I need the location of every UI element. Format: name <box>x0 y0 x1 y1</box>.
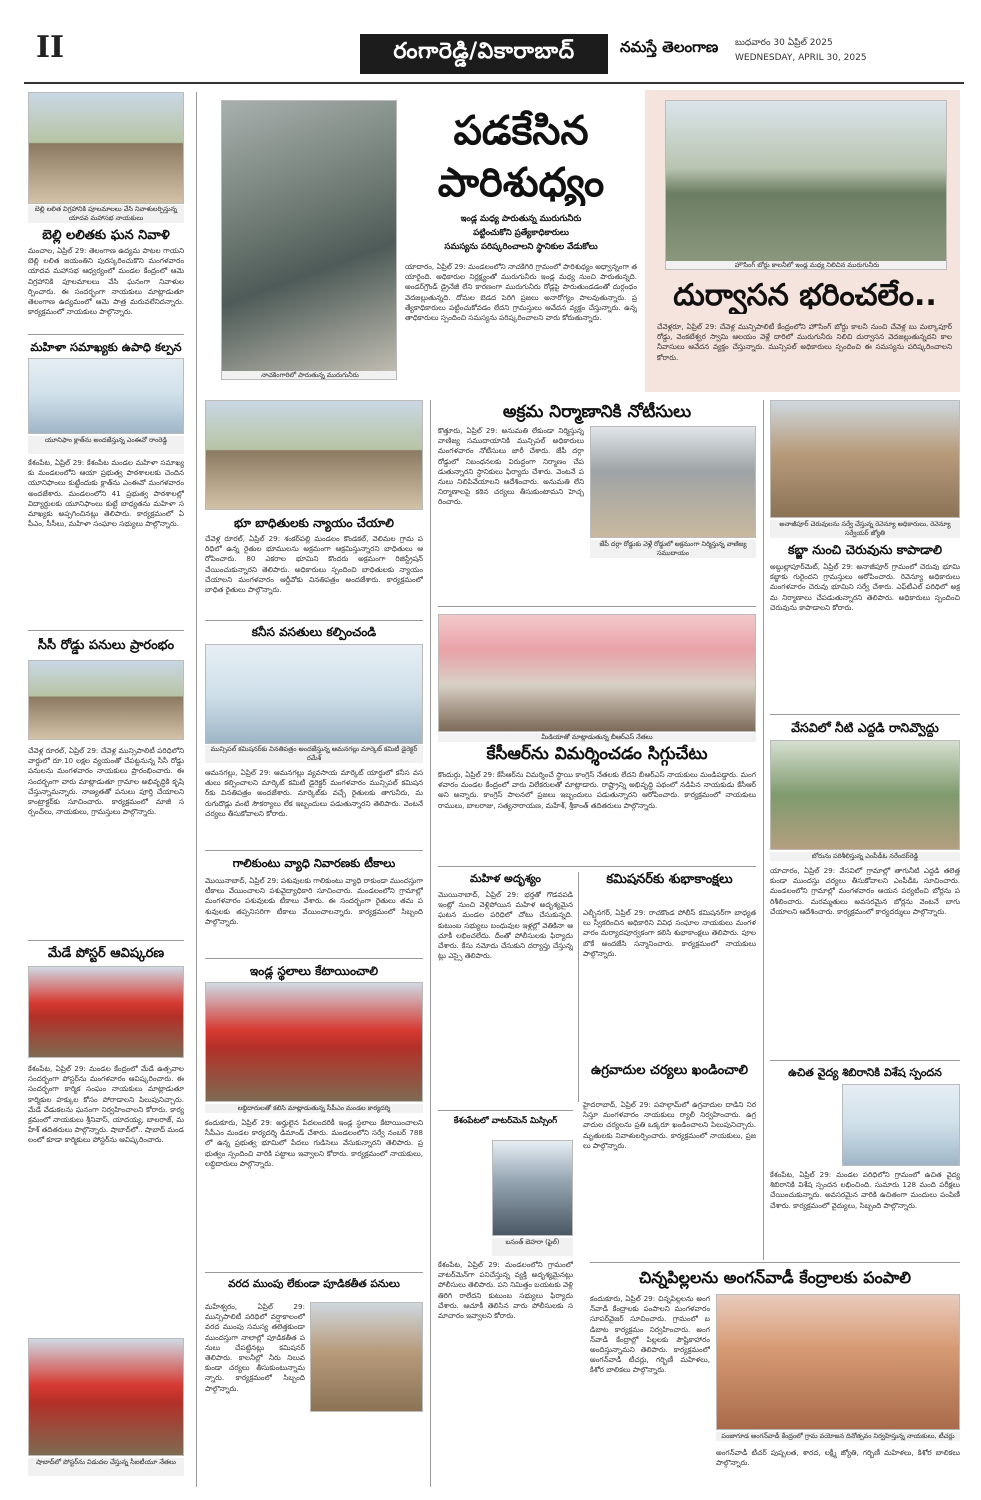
lead-headline-1: పడకేసిన <box>453 108 589 154</box>
col3-story-4-body: ఎల్బీనగర్, ఏప్రిల్ 29: రాచకొండ పోలీస్ కమిషనర్‌గా బాధ్యతలు స్వీకరించిన అధికారిని వివిధ సంఘాల నాయకులు మంగళవారం మర్యాదపూర్వకంగా కలిసి శుభాకాంక్షలు తెలిపారు. పూలబొకే అందజేసి సన్మానించారు. కార్యక్రమంలో నాయకులు పాల్గొన్నారు. <box>583 908 756 958</box>
masthead <box>0 0 981 92</box>
col2-story-1-body: చేవెళ్ల రూరల్, ఏప్రిల్ 29: శంకర్‌పల్లి మండలం కొండకల్, వెలిమల గ్రామ పరిధిలో ఉన్న రైతుల భూములను అక్రమంగా ఆక్రమిస్తున్నారని బాధితులు ఆరోపించారు. 80 ఎకరాల భూమిని కొందరు అక్రమంగా రిజిస్ట్రేషన్ చేయించుకున్నారని తెలిపారు. అధికారులు స్పందించి బాధితులకు న్యాయం చేయాలని మంగళవారం ఆర్డీవోకు వినతిపత్రం అందజేశారు. కార్యక్రమంలో బాధిత రైతులు పాల్గొన్నారు. <box>205 534 423 595</box>
divider <box>28 940 184 941</box>
left-photo-4b <box>28 1338 184 1456</box>
divider <box>438 606 756 607</box>
left-photo-2-caption: యూనిఫాం క్లాత్‌ను అందజేస్తున్న ఎంఈవో రాంరెడ్డి <box>28 436 184 454</box>
divider <box>28 630 184 631</box>
col4-photo-1-caption: అనాజీపూర్ చెరువులను సర్వే చేస్తున్న రెవెన్యూ అధికారులు, రెవెన్యూ సర్వేయర్ జ్యోతి <box>770 520 960 538</box>
col4-story-2-head: వేసవిలో నీటి ఎద్దడి రానివ్వొద్దు <box>791 720 939 735</box>
edition-date <box>735 36 867 66</box>
right-top-body: చేవెళ్లరూ, ఏప్రిల్ 29: చేవెళ్ల మున్సిపాలిటీ కేంద్రంలోని హౌసింగ్ బోర్డు కాలనీ నుంచి చేవెళ్ల బు మల్కాపూర్ రోడ్డు, వెంకటేశ్వర స్వామి ఆలయం వెళ్లే దారిలో మురుగునీరు నిలిచి దుర్వాసన వెదజల్లుతున్నదని కాలనీవాసులు ఆవేదన వ్యక్తం చేస్తున్నారు. మున్సిపల్ అధికారులు స్పందించి ఈ సమస్యను పరిష్కరించాలని కోరారు. <box>657 322 952 362</box>
bottom-body-right: అంగన్‌వాడీ టీచర్ పుష్పలత, శారద, లక్ష్మీ జ్యోతి, గర్భిణీ మహిళలు, కిశోర బాలికలు పాల్గొన్నారు. <box>716 1448 960 1468</box>
col3-story-4-head: కమిషనర్‌కు శుభాకాంక్షలు <box>606 872 733 887</box>
col4-story-1-body: అబ్దుల్లాపూర్‌మెట్, ఏప్రిల్ 29: అనాజీపూర్ గ్రామంలో చెరువు భూమి కబ్జాకు గురైందని గ్రామస్తులు ఆరోపించారు. రెవెన్యూ అధికారులు మంగళవారం చెరువు భూమిని సర్వే చేశారు. ఎఫ్‌టీఎల్ పరిధిలో అక్రమ నిర్మాణాలు చేపడుతున్నారని తెలిపారు. అధికారులు స్పందించి చెరువును కాపాడాలని కోరారు. <box>770 562 960 612</box>
divider <box>205 850 423 851</box>
col3-photo-6 <box>492 1140 573 1236</box>
left-story-1-head: బెల్లి లలితకు ఘన నివాళి <box>42 228 170 243</box>
lead-photo-caption: నాచకింగారిలో పారుతున్న మురుగునీరు <box>222 371 397 380</box>
left-photo-1-caption: బెల్లి లలిత విగ్రహానికి పూలమాలలు వేసి నివాళులర్పిస్తున్న యాదవ మహాసభ నాయకులు <box>28 205 184 223</box>
divider <box>438 866 756 867</box>
col2-story-3-head: గాలికుంటు వ్యాధి నివారణకు టీకాలు <box>232 856 396 870</box>
left-story-2-body: కేశంపేట, ఏప్రిల్ 29: కేశంపేట మండల మహిళా సమాఖ్యకు మండలంలోని ఆయా ప్రభుత్వ పాఠశాలలకు చెందిన యూనిఫాంలు కుట్టేందుకు క్లాత్‌ను ఎంఈవో మంగళవారం అందజేశారు. మండలంలోని 41 ప్రభుత్వ పాఠశాలల్లో విద్యార్థులకు యూనిఫాంలు కుట్టే బాధ్యతను మహిళా సమాఖ్యకు అప్పగించినట్లు తెలిపారు. కార్యక్రమంలో ఏపీఎం, సీసీలు, మహిళా సంఘాల సభ్యులు పాల్గొన్నారు. <box>28 458 184 529</box>
col4-story-3-body: కేశంపేట, ఏప్రిల్ 29: మండల పరిధిలోని గ్రామంలో ఉచిత వైద్య శిబిరానికి విశేష స్పందన లభించింది. సుమారు 128 మంది పరీక్షలు చేయించుకున్నారు. అవసరమైన వారికి ఉచితంగా మందులు పంపిణీ చేశారు. కార్యక్రమంలో వైద్యులు, సిబ్బంది పాల్గొన్నారు. <box>770 1170 960 1210</box>
col4-photo-3 <box>842 1084 960 1166</box>
column-rule <box>430 400 431 1487</box>
col3-photo-6-caption: బసంత్ బెహరా (ఫైల్) <box>492 1238 573 1256</box>
col2-photo-2-caption: మున్సిపల్ కమిషనర్‌కు వినతిపత్రం అందజేస్తున్న ఆమనగల్లు మార్కెట్ కమిటీ డైరెక్టర్ రమేశ్ <box>205 745 423 763</box>
masthead-rule <box>24 82 964 84</box>
lead-body: యాదారం, ఏప్రిల్ 29: మండలంలోని నాచకిగిరి గ్రామంలో పారిశుధ్యం అధ్వాన్నంగా తయారైంది. అధికారుల నిర్లక్ష్యంతో మురుగునీరు ఇండ్ల మధ్య నుంచి పారుతున్నది. అండర్‌గ్రౌండ్ డ్రైనేజీ లేని కారణంగా మురుగునీరు రోడ్లపై పారుతుండడంతో దుర్గంధం వెదజల్లుతున్నది. దోమల బెడద పెరిగి ప్రజలు అనారోగ్యం పాలవుతున్నారు. ప్రత్యేకాధికారులు పట్టించుకోవడం లేదని గ్రామస్తులు ఆవేదన వ్యక్తం చేస్తున్నారు. ఉన్నతాధికారులు స్పందించి సమస్యను పరిష్కరించాలని వారు కోరుతున్నారు. <box>405 262 637 323</box>
right-top-headline: దుర్వాసన భరించలేం.. <box>673 278 937 313</box>
divider <box>438 1110 573 1111</box>
lead-deck-1: ఇండ్ల మధ్య పారుతున్న మురుగునీరు <box>460 214 582 224</box>
left-story-1-body: మంచాల, ఏప్రిల్ 29: తెలంగాణ ఉద్యమ పాటల గాయని బెల్లి లలిత జయంతిని పురస్కరించుకొని మంగళవారం యాదవ మహాసభ ఆధ్వర్యంలో మండల కేంద్రంలో ఆమె విగ్రహానికి పూలమాలలు వేసి ఘనంగా నివాళులర్పించారు. ఈ సందర్భంగా నాయకులు మాట్లాడుతూ తెలంగాణ ఉద్యమంలో ఆమె పాత్ర మరువలేనిదన్నారు. కార్యక్రమంలో నాయకులు పాల్గొన్నారు. <box>28 246 184 317</box>
col4-story-1-head: కబ్జా నుంచి చెరువును కాపాడాలి <box>787 542 943 557</box>
left-story-2-head: మహిళా సమాఖ్యకు ఉపాధి కల్పన <box>30 340 182 354</box>
col2-story-4-head: ఇండ్ల స్థలాలు కేటాయించాలి <box>249 964 379 978</box>
right-top-caption: హౌసింగ్ బోర్డు కాలనీలో ఇండ్ల మధ్య నిలిచిన మురుగునీరు <box>666 261 947 270</box>
divider <box>205 620 423 621</box>
left-photo-2 <box>28 358 184 434</box>
col4-story-2-body: యాచారం, ఏప్రిల్ 29: వేసవిలో గ్రామాల్లో తాగునీటి ఎద్దడి తలెత్తకుండా ముందస్తు చర్యలు తీసుకోవాలని ఎంపీడీఓ సూచించారు. మండలంలోని గ్రామాల్లో మంగళవారం ఆయన పర్యటించి బోర్లను పరిశీలించారు. మరమ్మతులు అవసరమైన బోర్లను వెంటనే బాగు చేయాలని ఆదేశించారు. కార్యక్రమంలో కార్యదర్శులు పాల్గొన్నారు. <box>770 866 960 916</box>
divider <box>590 1262 960 1263</box>
date-english: WEDNESDAY, APRIL 30, 2025 <box>735 53 867 63</box>
divider <box>205 958 423 959</box>
bottom-photo-caption: పంజాగూడ అంగన్‌వాడీ కేంద్రంలో గ్రామ వయోజన దినోత్సవం నిర్వహిస్తున్న నాయకులు, టీచర్లు <box>716 1432 960 1441</box>
col4-story-3-intro <box>770 1084 838 1164</box>
district-title: రంగారెడ్డి/వికారాబాద్ <box>360 34 608 74</box>
col2-story-5-body: మహేశ్వరం, ఏప్రిల్ 29: మున్సిపాలిటీ పరిధిలో వర్షాకాలంలో వరద ముంపు సమస్య తలెత్తకుండా ముందస్తుగా నాలాల్లో పూడికతీత పనులు చేపట్టినట్లు కమిషనర్ తెలిపారు. కాలనీల్లో నీరు నిలువకుండా చర్యలు తీసుకుంటున్నామన్నారు. కార్యక్రమంలో సిబ్బంది పాల్గొన్నారు. <box>205 1302 305 1393</box>
col3-photo-2 <box>438 614 756 732</box>
col3-story-1-body: కొత్తూరు, ఏప్రిల్ 29: అనుమతి లేకుండా నిర్మిస్తున్న వాణిజ్య సముదాయానికి మున్సిపల్ అధికారులు మంగళవారం నోటీసులు జారీ చేశారు. జేపీ దర్గా రోడ్డులో నిబంధనలకు విరుద్ధంగా నిర్మాణం చేపడుతున్నారని స్థానికులు ఫిర్యాదు చేశారు. వెంటనే పనులు నిలిపివేయాలని ఆదేశించారు. అనుమతి లేని నిర్మాణాలపై కఠిన చర్యలు తీసుకుంటామని హెచ్చరించారు. <box>438 426 584 507</box>
col3-story-6-intro <box>438 1140 488 1240</box>
col3-story-2-head: కేసీఆర్‌ను విమర్శించడం సిగ్గుచేటు <box>486 744 708 764</box>
col3-story-1-head: అక్రమ నిర్మాణానికి నోటీసులు <box>502 402 692 422</box>
lead-headline-2: పారిశుధ్యం <box>437 160 605 206</box>
col3-story-3-head: మహిళ అదృశ్యం <box>469 872 542 885</box>
bottom-headline: చిన్నపిల్లలను అంగన్‌వాడీ కేంద్రాలకు పంపాలి <box>639 1268 911 1287</box>
col3-story-6-body: కేశంపేట, ఏప్రిల్ 29: మండలంలోని గ్రామంలో వాటర్‌మెన్‌గా పనిచేస్తున్న వ్యక్తి అదృశ్యమైనట్లు పోలీసులు తెలిపారు. పని నిమిత్తం బయటకు వెళ్లి తిరిగి రాలేదని కుటుంబ సభ్యులు ఫిర్యాదు చేశారు. ఆచూకీ తెలిసిన వారు పోలీసులకు సమాచారం ఇవ్వాలని కోరారు. <box>438 1260 573 1321</box>
bottom-photo <box>716 1294 960 1430</box>
page-number: II <box>36 30 65 65</box>
divider <box>770 714 960 715</box>
left-photo-1 <box>28 92 184 204</box>
right-top-photo <box>665 100 947 270</box>
col3-story-5-head: ఉగ్రవాదుల చర్యలు ఖండించాలి <box>590 1063 749 1078</box>
left-photo-4-caption: షాబాద్‌లో పోస్టర్‌ను విడుదల చేస్తున్న సీఐటీయూ నేతలు <box>28 1458 184 1476</box>
col3-photo-2-caption: మీడియాతో మాట్లాడుతున్న బీఆర్ఎస్ నేతలు <box>438 733 756 742</box>
bottom-body: కందుకూరు, ఏప్రిల్ 29: చిన్నపిల్లలను అంగన్‌వాడీ కేంద్రాలకు పంపాలని మంగళవారం సూపర్‌వైజర్ సూచించారు. గ్రామంలో బడిబాట కార్యక్రమం నిర్వహించారు. అంగన్‌వాడీ కేంద్రాల్లో పిల్లలకు పౌష్టికాహారం అందిస్తున్నామని తెలిపారు. కార్యక్రమంలో అంగన్‌వాడీ టీచర్లు, గర్భిణీ మహిళలు, కిశోర బాలికలు పాల్గొన్నారు. <box>590 1294 710 1375</box>
col2-photo-4 <box>205 982 423 1102</box>
col2-story-4-body: కందుకూరు, ఏప్రిల్ 29: అర్హులైన పేదలందరికీ ఇండ్ల స్థలాలు కేటాయించాలని సీపీఎం మండల కార్యదర్శి డిమాండ్ చేశారు. మండలంలోని సర్వే నంబర్ 788లో ఉన్న ప్రభుత్వ భూమిలో పేదలు గుడిసెలు వేసుకున్నారని తెలిపారు. ప్రభుత్వం స్పందించి వారికి పట్టాలు ఇవ్వాలని కోరారు. కార్యక్రమంలో నాయకులు, లబ్ధిదారులు పాల్గొన్నారు. <box>205 1118 423 1168</box>
newspaper-brand: నమస్తే తెలంగాణ <box>620 38 719 56</box>
col3-photo-1-caption: జేపీ దర్గా రోడ్డుకు వెళ్లే రోడ్డులో అక్రమంగా నిర్మిస్తున్న వాణిజ్య సముదాయం <box>590 540 756 558</box>
col2-story-3-body: మొయినాబాద్, ఏప్రిల్ 29: పశువులకు గాలికుంటు వ్యాధి రాకుండా ముందస్తుగా టీకాలు వేయించాలని పశువైద్యాధికారి సూచించారు. మండలంలోని గ్రామాల్లో మంగళవారం పశువులకు టీకాలు వేశారు. ఈ సందర్భంగా రైతులు తమ పశువులకు తప్పనిసరిగా టీకాలు వేయించాలన్నారు. కార్యక్రమంలో సిబ్బంది పాల్గొన్నారు. <box>205 876 423 926</box>
left-photo-3 <box>28 660 184 740</box>
col2-photo-1 <box>205 400 423 510</box>
left-story-3-body: చేవెళ్ల రూరల్, ఏప్రిల్ 29: చేవెళ్ల మున్సిపాలిటీ పరిధిలోని వార్డులో రూ.10 లక్షల వ్యయంతో చేపట్టనున్న సీసీ రోడ్డు పనులను మంగళవారం నాయకులు ప్రారంభించారు. ఈ సందర్భంగా వారు మాట్లాడుతూ గ్రామాల అభివృద్ధికి కృషి చేస్తున్నామన్నారు. నాణ్యతతో పనులు పూర్తి చేయాలని కాంట్రాక్టర్‌కు సూచించారు. కార్యక్రమంలో మాజీ సర్పంచ్‌లు, నాయకులు, గ్రామస్తులు పాల్గొన్నారు. <box>28 746 184 817</box>
right-top-story <box>645 90 960 392</box>
col2-photo-5 <box>310 1302 423 1412</box>
left-story-3-head: సీసీ రోడ్డు పనులు ప్రారంభం <box>37 638 175 653</box>
col4-photo-2 <box>770 740 960 850</box>
lead-photo <box>221 100 397 380</box>
lead-deck-2: పట్టించుకోని ప్రత్యేకాధికారులు <box>473 228 569 238</box>
col2-story-1-head: భూ బాధితులకు న్యాయం చేయాలి <box>234 516 394 530</box>
date-telugu: బుధవారం 30 ఏప్రిల్ 2025 <box>735 38 833 48</box>
col2-story-5-head: వరద ముంపు లేకుండా పూడికతీత పనులు <box>228 1278 400 1290</box>
col3-story-3-body: మొయినాబాద్, ఏప్రిల్ 29: భర్తతో గొడవపడి ఇంట్లో నుంచి వెళ్లిపోయిన మహిళ అదృశ్యమైన ఘటన మండల పరిధిలో చోటు చేసుకున్నది. కుటుంబ సభ్యులు బంధువుల ఇళ్లల్లో వెతికినా ఆచూకీ లభించలేదు. దీంతో పోలీసులకు ఫిర్యాదు చేశారు. కేసు నమోదు చేసుకుని దర్యాప్తు చేస్తున్నట్లు ఎస్సై తెలిపారు. <box>438 890 573 961</box>
col2-photo-4-caption: లబ్ధిదారులతో కలిసి మాట్లాడుతున్న సీపీఎం మండల కార్యదర్శి <box>205 1104 423 1113</box>
col2-photo-2 <box>205 644 423 744</box>
col2-story-2-head: కనీస వసతులు కల్పించండి <box>251 625 377 639</box>
col3-story-2-body: కొందుర్గు, ఏప్రిల్ 29: కేసీఆర్‌ను విమర్శించే స్థాయి కాంగ్రెస్ నేతలకు లేదని బీఆర్ఎస్ నాయకులు మండిపడ్డారు. మంగళవారం మండల కేంద్రంలో వారు విలేకరులతో మాట్లాడారు. రాష్ట్రాన్ని అభివృద్ధి పథంలో నడిపిన నాయకుడు కేసీఆర్ అని అన్నారు. కాంగ్రెస్ పాలనలో ప్రజలు ఇబ్బందులు పడుతున్నారని ఆరోపించారు. కార్యక్రమంలో నాయకులు రాములు, బాలరాజు, సత్యనారాయణ, మహేశ్, శ్రీకాంత్ తదితరులు పాల్గొన్నారు. <box>438 770 756 810</box>
left-story-4-body: కేశంపేట, ఏప్రిల్ 29: మండల కేంద్రంలో మేడే ఉత్సవాల సందర్భంగా పోస్టర్‌ను మంగళవారం ఆవిష్కరించారు. ఈ సందర్భంగా కార్మిక సంఘం నాయకులు మాట్లాడుతూ కార్మికుల హక్కుల కోసం పోరాడాలని పిలుపునిచ్చారు. మేడే వేడుకలను ఘనంగా నిర్వహించాలని కోరారు. కార్యక్రమంలో నాయకులు శ్రీనివాస్, యాదయ్య, బాలరాజ్, మహేశ్ తదితరులు పాల్గొన్నారు. షాబాద్‌లో.. షాబాద్ మండలంలో కూడా కార్మికులు పోస్టర్‌ను ఆవిష్కరించారు. <box>28 1064 184 1145</box>
col4-photo-2-caption: బోరును పరిశీలిస్తున్న ఎంపీడీఓ నరేందర్‌రెడ్డి <box>770 852 960 861</box>
column-rule <box>578 872 579 1102</box>
col3-story-5-body: హైదరాబాద్, ఏప్రిల్ 29: పహల్గామ్‌లో ఉగ్రవాదుల దాడిని నిరసిస్తూ మంగళవారం నాయకులు ర్యాలీ నిర్వహించారు. ఉగ్రవాదుల చర్యలను ప్రతి ఒక్కరూ ఖండించాలని పిలుపునిచ్చారు. మృతులకు నివాళులర్పించారు. కార్యక్రమంలో నాయకులు, ప్రజలు పాల్గొన్నారు. <box>583 1100 756 1150</box>
lead-deck-3: సమస్యను పరిష్కరించాలని స్థానికుల వేడుకోలు <box>444 242 598 252</box>
col4-photo-1 <box>770 400 960 518</box>
col2-story-5-body-cont <box>205 1420 423 1486</box>
divider <box>770 1060 960 1061</box>
column-rule <box>196 92 197 1487</box>
column-rule <box>763 400 764 1260</box>
col4-story-3-head: ఉచిత వైద్య శిబిరానికి విశేష స్పందన <box>788 1066 942 1079</box>
col2-story-2-body: ఆమనగల్లు, ఏప్రిల్ 29: ఆమనగల్లు వ్యవసాయ మార్కెట్ యార్డులో కనీస వసతులు కల్పించాలని మార్కెట్ కమిటీ డైరెక్టర్ మంగళవారం మున్సిపల్ కమిషనర్‌కు వినతిపత్రం అందజేశారు. మార్కెట్‌కు వచ్చే రైతులకు తాగునీరు, మరుగుదొడ్లు వంటి సౌకర్యాలు లేక ఇబ్బందులు పడుతున్నారని తెలిపారు. వెంటనే చర్యలు తీసుకోవాలని కోరారు. <box>205 768 423 818</box>
col3-story-6-head: కేశంపేటలో వాటర్‌మెన్ మిస్సింగ్ <box>453 1116 558 1126</box>
divider <box>28 334 184 335</box>
left-story-4-head: మేడే పోస్టర్ ఆవిష్కరణ <box>47 946 165 961</box>
col3-photo-1 <box>590 426 756 538</box>
left-photo-4a <box>28 966 184 1058</box>
divider <box>205 1272 423 1273</box>
